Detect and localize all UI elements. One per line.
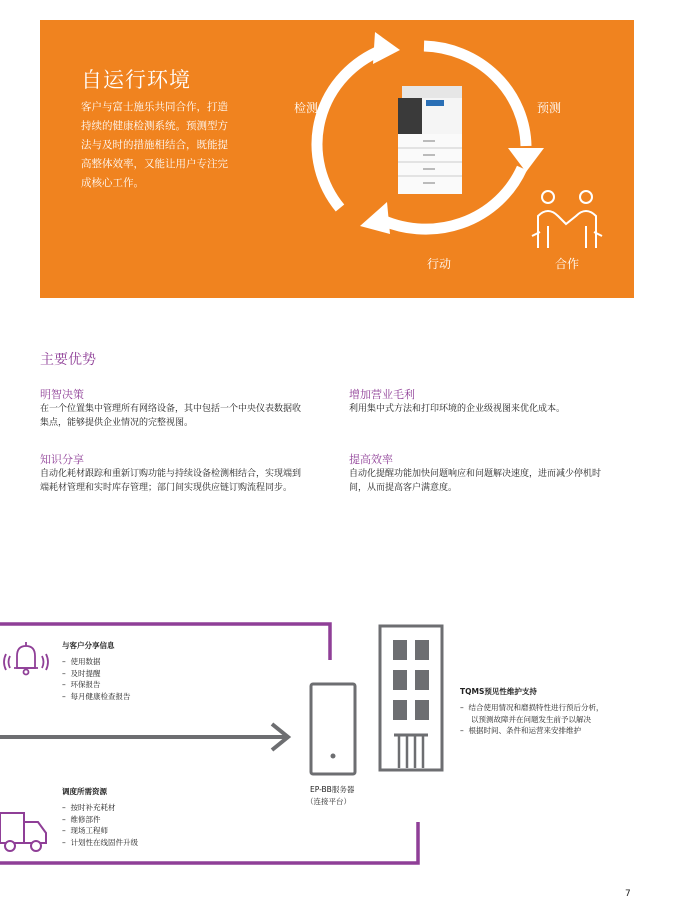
advantage-margin xyxy=(349,387,565,417)
list-item: – 根据时间、条件和运营来安排维护 xyxy=(460,725,604,737)
bell-icon xyxy=(4,642,48,675)
cycle-label-detect: 检测 xyxy=(294,101,319,115)
share-bracket-line xyxy=(0,624,330,660)
server-label: EP-BB服务器 xyxy=(310,785,355,794)
hero-description-line: 高整体效率，又能让用户专注完 xyxy=(81,158,228,170)
list-item: – 结合使用情况和磨损特性进行预后分析， xyxy=(460,702,604,714)
hero-description xyxy=(81,98,251,193)
share-info-list xyxy=(62,656,131,702)
people-handshake-icon xyxy=(532,191,602,248)
advantage-heading: 明智决策 xyxy=(40,388,84,401)
cycle-label-collaborate: 合作 xyxy=(555,257,580,271)
list-item: – 现场工程师 xyxy=(62,825,138,837)
list-item-continued: 以预测故障并在问题发生前予以解决 xyxy=(471,714,591,724)
advantage-text: 自动化提醒功能加快问题响应和问题解决速度，进而减少停机时 xyxy=(349,469,602,479)
building-icon xyxy=(380,626,442,770)
list-item: – 计划性在线固件升级 xyxy=(62,837,138,849)
advantage-heading: 增加营业毛利 xyxy=(349,388,415,401)
list-item: – 维修部件 xyxy=(62,814,138,826)
list-item: – 使用数据 xyxy=(62,656,131,668)
list-item: – 及时提醒 xyxy=(62,668,131,680)
cycle-label-predict: 预测 xyxy=(537,101,562,115)
cycle-label-act: 行动 xyxy=(427,257,452,271)
dispatch-resources-heading: 调度所需资源 xyxy=(62,787,107,796)
advantage-text: 在一个位置集中管理所有网络设备，其中包括一个中央仪表数据收 xyxy=(40,404,302,414)
tqms-list xyxy=(460,702,604,737)
hero-title: 自运行环境 xyxy=(81,68,191,92)
advantage-text: 自动化耗材跟踪和重新订购功能与持续设备检测相结合，实现端到 xyxy=(40,469,302,479)
hero-description-line: 成核心工作。 xyxy=(81,177,144,189)
advantage-text: 端耗材管理和实时库存管理；部门间实现供应链订购流程同步。 xyxy=(40,482,293,493)
advantage-text: 间，从而提高客户满意度。 xyxy=(349,482,458,493)
advantage-text: 利用集中式方法和打印环境的企业级视图来优化成本。 xyxy=(349,404,566,414)
list-item: – 每月健康检查报告 xyxy=(62,691,131,703)
server-sublabel: （连接平台） xyxy=(306,797,351,806)
dispatch-resources-list xyxy=(62,802,138,848)
advantage-efficiency xyxy=(349,452,601,495)
share-info-heading: 与客户分享信息 xyxy=(62,641,115,650)
hero-description-line: 法与及时的措施相结合，既能提 xyxy=(81,139,228,151)
page-number: 7 xyxy=(625,889,631,899)
advantage-knowledge-sharing xyxy=(40,452,301,495)
hero-description-line: 客户与富士施乐共同合作，打造 xyxy=(81,101,228,113)
advantage-heading: 知识分享 xyxy=(40,453,84,466)
advantage-text: 集点，能够提供企业情况的完整视图。 xyxy=(40,417,194,428)
advantage-heading: 提高效率 xyxy=(349,453,393,466)
hero-description-line: 持续的健康检测系统。预测型方 xyxy=(81,120,228,132)
list-item: – 环保报告 xyxy=(62,679,131,691)
printer-illustration xyxy=(398,86,462,194)
truck-icon xyxy=(0,813,46,851)
advantage-smart-decisions xyxy=(40,387,301,430)
hero-panel xyxy=(40,20,634,298)
tqms-heading: TQMS预见性维护支持 xyxy=(460,687,537,696)
advantages-title: 主要优势 xyxy=(40,352,96,368)
server-device-icon xyxy=(311,684,355,774)
list-item: – 按时补充耗材 xyxy=(62,802,138,814)
